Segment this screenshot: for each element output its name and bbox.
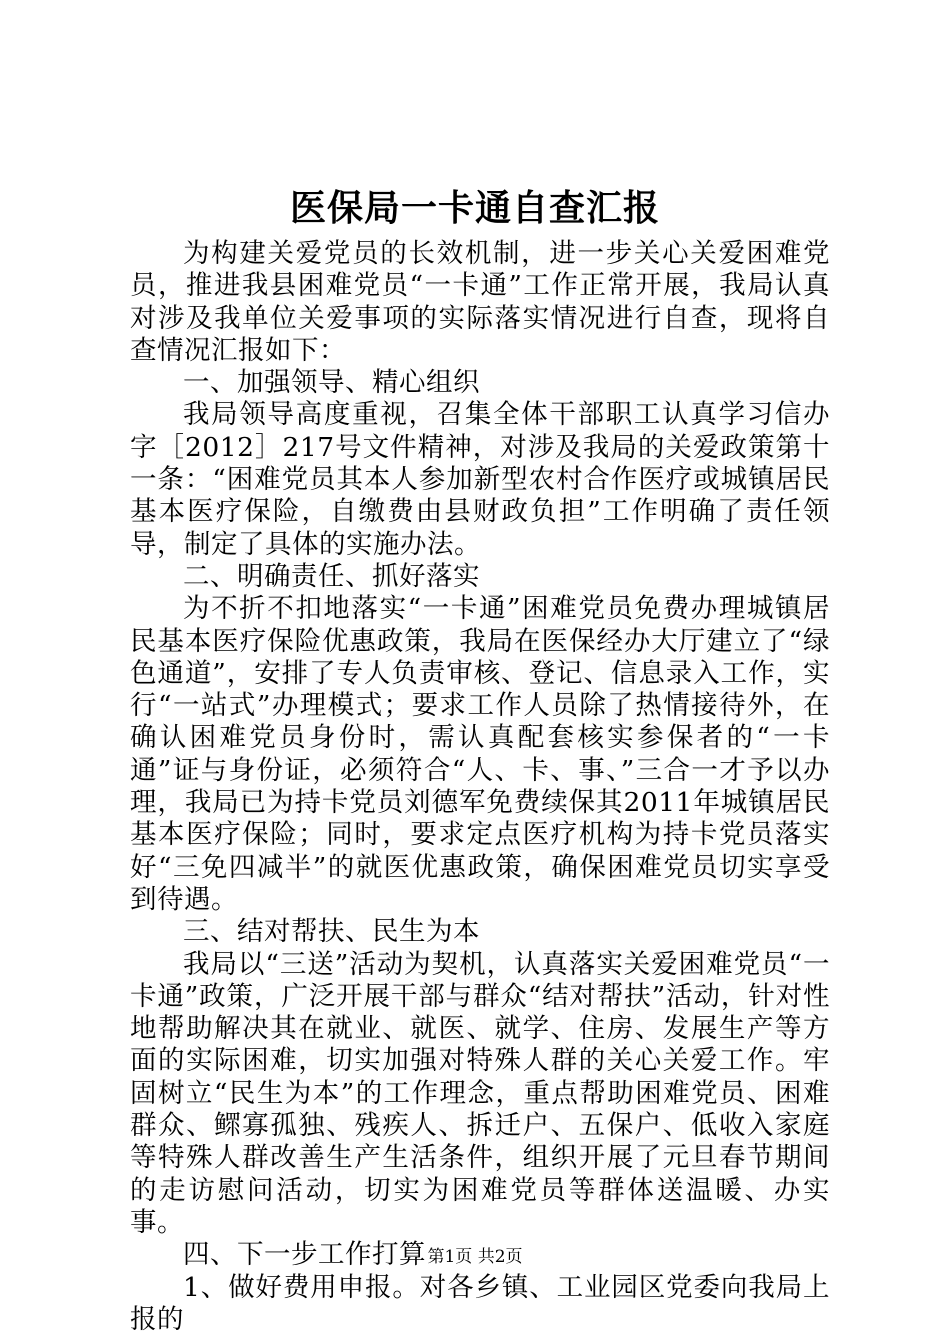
section-heading-2: 二、明确责任、抓好落实 xyxy=(183,560,480,592)
section-1-paragraph: 我局领导高度重视，召集全体干部职工认真学习信办字［2012］217号文件精神，对涉及我局的关爱政策第十一条：“困难党员其本人参加新型农村合作医疗或城镇居民基本医疗保险，自缴费由县财政负担”工作明确了责任领导，制定了具体的实施办法。 xyxy=(130,399,830,560)
intro-paragraph: 为构建关爱党员的长效机制，进一步关心关爱困难党员，推进我县困难党员“一卡通”工作正常开展，我局认真对涉及我单位关爱事项的实际落实情况进行自查，现将自查情况汇报如下： xyxy=(130,238,830,366)
section-heading-4: 四、下一步工作打算 xyxy=(183,1239,426,1271)
page-number-footer: 第1页 共2页 xyxy=(427,1247,523,1267)
section-3-paragraph: 我局以“三送”活动为契机，认真落实关爱困难党员“一卡通”政策，广泛开展干部与群众“结对帮扶”活动，针对性地帮助解决其在就业、就医、就学、住房、发展生产等方面的实际困难，切实加强对特殊人群的关心关爱工作。牢固树立“民生为本”的工作理念，重点帮助困难党员、困难群众、鳏寡孤独、残疾人、拆迁户、五保户、低收入家庭等特殊人群改善生产生活条件，组织开展了元旦春节期间的走访慰问活动，切实为困难党员等群体送温暖、办实事。 xyxy=(130,948,830,1238)
section-2-paragraph: 为不折不扣地落实“一卡通”困难党员免费办理城镇居民基本医疗保险优惠政策，我局在医保经办大厅建立了“绿色通道”，安排了专人负责审核、登记、信息录入工作，实行“一站式”办理模式；要求工作人员除了热情接待外，在确认困难党员身份时，需认真配套核实参保者的“一卡通”证与身份证，必须符合“人、卡、事、”三合一才予以办理，我局已为持卡党员刘德军免费续保其2011年城镇居民基本医疗保险；同时，要求定点医疗机构为持卡党员落实好“三免四减半”的就医优惠政策，确保困难党员切实享受到待遇。 xyxy=(130,593,830,915)
document-title: 医保局一卡通自查汇报 xyxy=(289,187,660,229)
document-body xyxy=(130,238,830,1336)
section-4-paragraph: 1、做好费用申报。对各乡镇、工业园区党委向我局上报的 xyxy=(130,1271,830,1335)
section-heading-3: 三、结对帮扶、民生为本 xyxy=(183,916,480,948)
section-heading-1: 一、加强领导、精心组织 xyxy=(183,367,480,399)
